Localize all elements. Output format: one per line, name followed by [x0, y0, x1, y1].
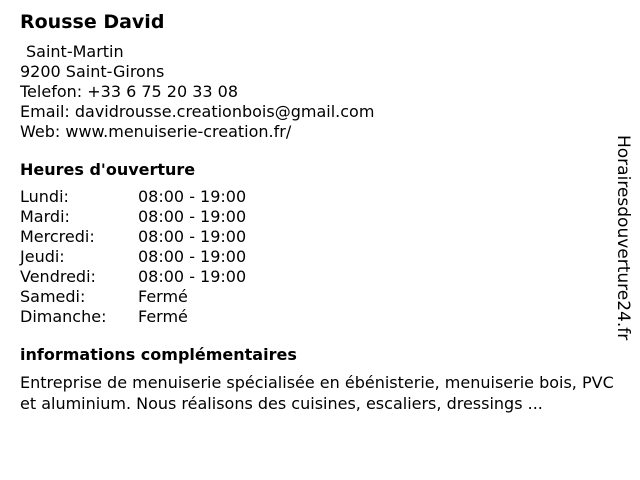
time-value: Fermé [138, 307, 188, 326]
business-name: Rousse David [20, 11, 165, 33]
time-value: 08:00 - 19:00 [138, 267, 247, 286]
opening-hours-table [20, 187, 620, 327]
day-label: Dimanche: [20, 307, 107, 326]
street-address: Saint-Martin [26, 42, 124, 61]
day-label: Samedi: [20, 287, 86, 306]
time-value: 08:00 - 19:00 [138, 207, 247, 226]
hours-row-sunday [20, 307, 620, 327]
day-label: Lundi: [20, 187, 69, 206]
time-value: 08:00 - 19:00 [138, 227, 247, 246]
additional-info-text: Entreprise de menuiserie spécialisée en ébénisterie, menuiserie bois, PVC et aluminium. Nous réalisons des cuisines, escaliers, dressings ... [20, 373, 614, 413]
hours-row-tuesday [20, 207, 620, 227]
time-value: Fermé [138, 287, 188, 306]
business-card [20, 10, 620, 414]
contact-block [20, 42, 620, 142]
hours-row-wednesday [20, 227, 620, 247]
day-label: Jeudi: [20, 247, 65, 266]
opening-hours-heading: Heures d'ouverture [20, 160, 196, 179]
time-value: 08:00 - 19:00 [138, 187, 247, 206]
time-value: 08:00 - 19:00 [138, 247, 247, 266]
additional-info-heading: informations complémentaires [20, 345, 297, 364]
site-watermark: Horairesdouverture24.fr [613, 135, 633, 341]
phone-line: Telefon: +33 6 75 20 33 08 [20, 82, 239, 101]
hours-row-thursday [20, 247, 620, 267]
hours-row-friday [20, 267, 620, 287]
hours-row-saturday [20, 287, 620, 307]
email-line: Email: davidrousse.creationbois@gmail.com [20, 102, 375, 121]
day-label: Mercredi: [20, 227, 95, 246]
day-label: Mardi: [20, 207, 70, 226]
city-line: 9200 Saint-Girons [20, 62, 165, 81]
day-label: Vendredi: [20, 267, 96, 286]
website-line: Web: www.menuiserie-creation.fr/ [20, 122, 292, 141]
hours-row-monday [20, 187, 620, 207]
